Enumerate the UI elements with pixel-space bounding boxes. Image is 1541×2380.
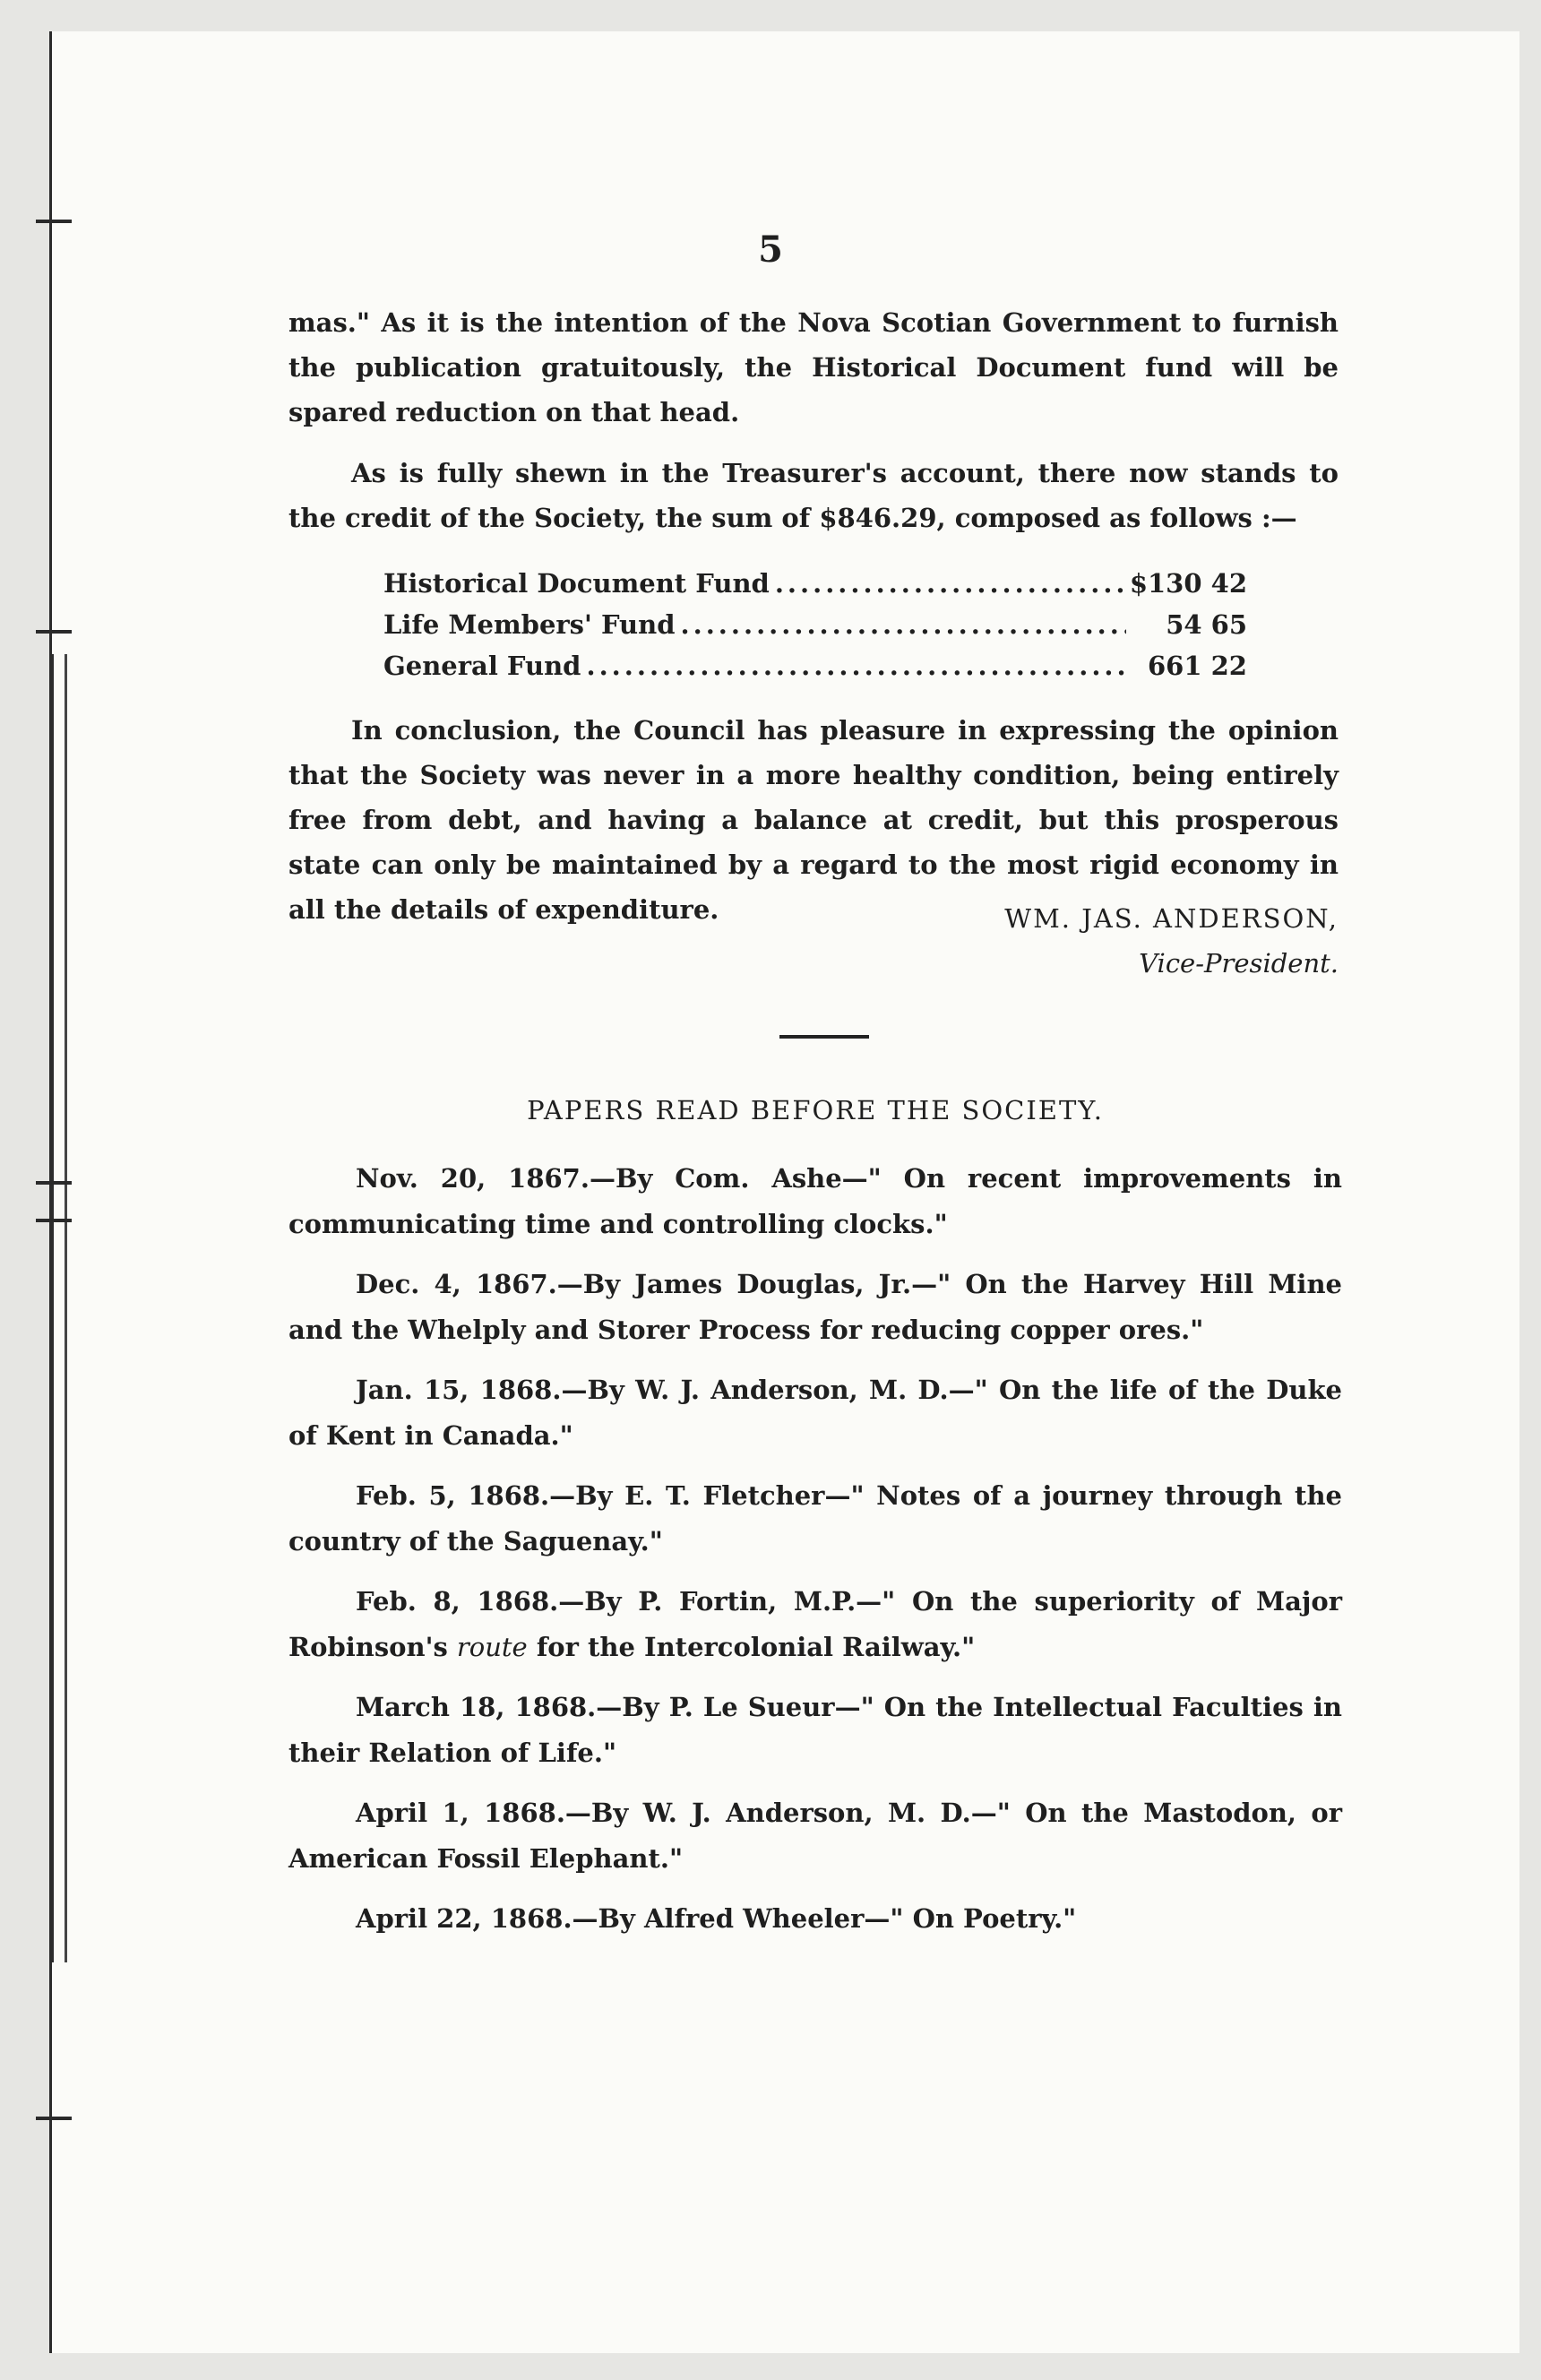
binding-edge [50,654,67,1962]
paper-entry-italic: route [456,1632,528,1662]
fund-table [383,563,1247,686]
signature-name: WM. JAS. ANDERSON, [1004,903,1339,934]
paragraph-treasurer: As is fully shewn in the Treasurer's account, there now stands to the credit of the Society, the sum of $846.29, composed as follows :— [288,458,1339,533]
fund-name: General Fund [383,651,581,681]
paper-entry: April 22, 1868.—By Alfred Wheeler—" On Poetry." [356,1903,1077,1934]
fund-amount: 661 22 [1148,651,1247,681]
paper-entry: Dec. 4, 1867.—By James Douglas, Jr.—" On the Harvey Hill Mine and the Whelply and Storer Process for reducing copper ores." [288,1269,1342,1345]
fund-row [383,645,1247,686]
binding-mark [36,1181,72,1185]
fund-row [383,563,1247,604]
page-number: 5 [758,229,783,271]
fund-row [383,604,1247,645]
section-divider [779,1035,869,1039]
fund-name: Life Members' Fund [383,609,676,640]
paper-entry: Feb. 5, 1868.—By E. T. Fletcher—" Notes of a journey through the country of the Saguenay." [288,1480,1342,1556]
fund-name: Historical Document Fund [383,568,770,599]
dot-leader [676,604,1127,645]
binding-mark [36,630,72,634]
paper-entry-text: Feb. 8, 1868.—By P. Fortin, M.P.—" On the superiority of Major Robinson's [288,1586,1342,1662]
paper-entry: April 1, 1868.—By W. J. Anderson, M. D.—" On the Mastodon, or American Fossil Elephant." [288,1798,1342,1874]
paper-entry-text: for the Intercolonial Railway." [527,1632,976,1662]
fund-amount: 54 65 [1166,609,1247,640]
fund-amount: $130 42 [1129,568,1247,599]
dot-leader [581,645,1126,686]
paper-entry: March 18, 1868.—By P. Le Sueur—" On the Intellectual Faculties in their Relation of Life." [288,1692,1342,1768]
paper-entry [288,1579,1342,1670]
binding-mark [36,2117,72,2120]
papers-list [288,1156,1342,1956]
paragraph-continuation: mas." As it is the intention of the Nova Scotian Government to furnish the publication gratuitously, the Historical Document fund will be spared reduction on that head. [288,307,1339,427]
paper-entry: Jan. 15, 1868.—By W. J. Anderson, M. D.—" On the life of the Duke of Kent in Canada." [288,1375,1342,1451]
paragraph-conclusion: In conclusion, the Council has pleasure in expressing the opinion that the Society was never in a more healthy condition, being entirely free from debt, and having a balance at credit, but this prosperous state can only be maintained by a regard to the most rigid economy in all the details of expenditure. [288,715,1339,925]
dot-leader [770,563,1126,604]
binding-mark [36,1219,72,1222]
paper-entry: Nov. 20, 1867.—By Com. Ashe—" On recent improvements in communicating time and controlling clocks." [288,1163,1342,1239]
signature-title: Vice-President. [1139,948,1339,979]
section-heading: PAPERS READ BEFORE THE SOCIETY. [527,1095,1104,1125]
binding-mark [36,220,72,223]
